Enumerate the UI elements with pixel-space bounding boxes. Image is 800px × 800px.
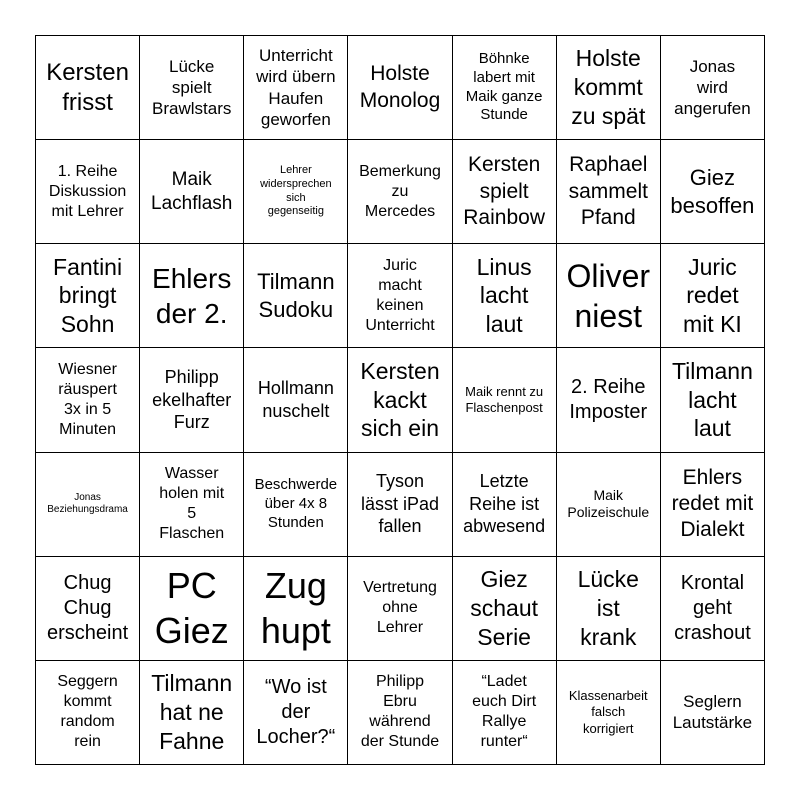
bingo-cell-label: Wasser holen mit 5 Flaschen (159, 465, 225, 543)
bingo-cell[interactable] (453, 140, 557, 244)
bingo-cell[interactable] (140, 557, 244, 661)
bingo-cell-label: Maik rennt zu Flaschenpost (465, 383, 544, 415)
bingo-cell[interactable] (244, 348, 348, 452)
bingo-cell[interactable] (453, 36, 557, 140)
bingo-cell[interactable] (244, 661, 348, 765)
bingo-cell-label: Giez schaut Serie (470, 566, 539, 650)
bingo-cell[interactable] (661, 244, 765, 348)
bingo-cell[interactable] (36, 348, 140, 452)
bingo-cell-label: Lücke ist krank (577, 566, 639, 650)
bingo-cell[interactable] (348, 557, 452, 661)
bingo-cell-label: Tilmann lacht laut (671, 357, 753, 442)
bingo-cell[interactable] (36, 453, 140, 557)
bingo-cell[interactable] (140, 348, 244, 452)
bingo-cell-label: Zug hupt (260, 565, 331, 652)
bingo-cell[interactable] (244, 557, 348, 661)
bingo-cell-label: “Ladet euch Dirt Rallye runter“ (472, 673, 537, 751)
bingo-cell[interactable] (348, 140, 452, 244)
bingo-cell[interactable] (453, 244, 557, 348)
bingo-cell[interactable] (453, 557, 557, 661)
bingo-cell[interactable] (140, 244, 244, 348)
bingo-cell[interactable] (140, 36, 244, 140)
bingo-cell-label: Lehrer widersprechen sich gegenseitig (260, 164, 332, 218)
bingo-cell[interactable] (348, 661, 452, 765)
bingo-cell[interactable] (244, 244, 348, 348)
bingo-cell-label: Giez besoffen (670, 165, 755, 218)
bingo-cell-label: Tilmann hat ne Fahne (151, 670, 233, 754)
bingo-cell[interactable] (661, 453, 765, 557)
bingo-cell-label: 1. Reihe Diskussion mit Lehrer (48, 162, 127, 220)
bingo-cell-label: Ehlers der 2. (152, 262, 232, 329)
bingo-cell-label: Raphael sammelt Pfand (568, 153, 648, 229)
bingo-cell[interactable] (140, 140, 244, 244)
bingo-cell-label: Beschwerde über 4x 8 Stunden (254, 476, 338, 531)
bingo-cell[interactable] (661, 140, 765, 244)
bingo-cell-label: Kersten frisst (46, 58, 129, 116)
bingo-cell-label: Juric redet mit KI (683, 253, 742, 338)
bingo-cell[interactable] (348, 348, 452, 452)
bingo-cell-label: 2. Reihe Imposter (569, 375, 648, 423)
bingo-cell[interactable] (661, 348, 765, 452)
bingo-cell[interactable] (661, 661, 765, 765)
bingo-cell-label: Chug Chug erscheint (46, 571, 129, 644)
bingo-cell-label: Klassenarbeit falsch korrigiert (568, 688, 648, 736)
bingo-cell-label: Tyson lässt iPad fallen (360, 471, 440, 537)
bingo-cell-label: Philipp Ebru während der Stunde (360, 673, 440, 751)
bingo-cell[interactable] (557, 244, 661, 348)
bingo-cell-label: Seglern Lautstärke (672, 692, 753, 733)
bingo-cell-label: Linus lacht laut (476, 253, 532, 338)
bingo-cell[interactable] (36, 140, 140, 244)
bingo-cell[interactable] (557, 557, 661, 661)
bingo-cell-label: Vertretung ohne Lehrer (363, 579, 437, 637)
bingo-cell[interactable] (557, 661, 661, 765)
bingo-cell-label: Jonas wird angerufen (674, 56, 751, 119)
bingo-cell[interactable] (661, 557, 765, 661)
bingo-cell[interactable] (36, 661, 140, 765)
bingo-cell-label: Juric macht keinen Unterricht (365, 256, 435, 334)
bingo-cell-label: Maik Lachflash (151, 168, 233, 214)
bingo-cell-label: Bemerkung zu Mercedes (359, 162, 441, 220)
bingo-cell-label: Lücke spielt Brawlstars (152, 56, 232, 119)
bingo-cell-label: Letzte Reihe ist abwesend (463, 471, 546, 537)
bingo-cell-label: Unterricht wird übern Haufen geworfen (256, 46, 336, 129)
bingo-cell-label: Tilmann Sudoku (257, 269, 335, 322)
bingo-grid (35, 35, 765, 765)
bingo-cell[interactable] (453, 661, 557, 765)
bingo-cell[interactable] (140, 453, 244, 557)
bingo-cell[interactable] (36, 36, 140, 140)
bingo-cell-label: PC Giez (154, 565, 229, 652)
bingo-cell[interactable] (348, 453, 452, 557)
bingo-cell-label: “Wo ist der Locher?“ (256, 675, 336, 748)
bingo-cell[interactable] (36, 557, 140, 661)
bingo-cell[interactable] (244, 36, 348, 140)
bingo-cell[interactable] (244, 453, 348, 557)
bingo-cell[interactable] (36, 244, 140, 348)
bingo-cell-label: Wiesner räuspert 3x in 5 Minuten (58, 360, 117, 438)
bingo-cell[interactable] (557, 453, 661, 557)
bingo-cell[interactable] (140, 661, 244, 765)
bingo-cell[interactable] (661, 36, 765, 140)
bingo-cell[interactable] (453, 348, 557, 452)
bingo-cell-label: Holste Monolog (359, 62, 441, 112)
bingo-cell-label: Kersten spielt Rainbow (463, 153, 545, 229)
bingo-cell-label: Krontal geht crashout (674, 571, 751, 644)
bingo-cell-label: Ehlers redet mit Dialekt (671, 465, 754, 542)
bingo-cell[interactable] (348, 244, 452, 348)
bingo-cell[interactable] (453, 453, 557, 557)
bingo-cell-label: Hollmann nuschelt (257, 378, 334, 421)
bingo-cell-label: Philipp ekelhafter Furz (152, 367, 232, 433)
bingo-cell[interactable] (557, 348, 661, 452)
bingo-cell-label: Jonas Beziehungsdrama (47, 491, 128, 516)
bingo-cell-label: Seggern kommt random rein (57, 673, 118, 751)
bingo-cell[interactable] (348, 36, 452, 140)
bingo-cell-label: Holste kommt zu spät (571, 45, 646, 129)
bingo-cell[interactable] (244, 140, 348, 244)
bingo-cell[interactable] (557, 140, 661, 244)
bingo-cell[interactable] (557, 36, 661, 140)
bingo-cell-label: Oliver niest (566, 257, 651, 334)
bingo-cell-label: Maik Polizeischule (567, 486, 650, 521)
bingo-cell-label: Böhnke labert mit Maik ganze Stunde (465, 50, 543, 124)
bingo-cell-label: Kersten kackt sich ein (360, 357, 440, 442)
bingo-cell-label: Fantini bringt Sohn (53, 253, 123, 338)
